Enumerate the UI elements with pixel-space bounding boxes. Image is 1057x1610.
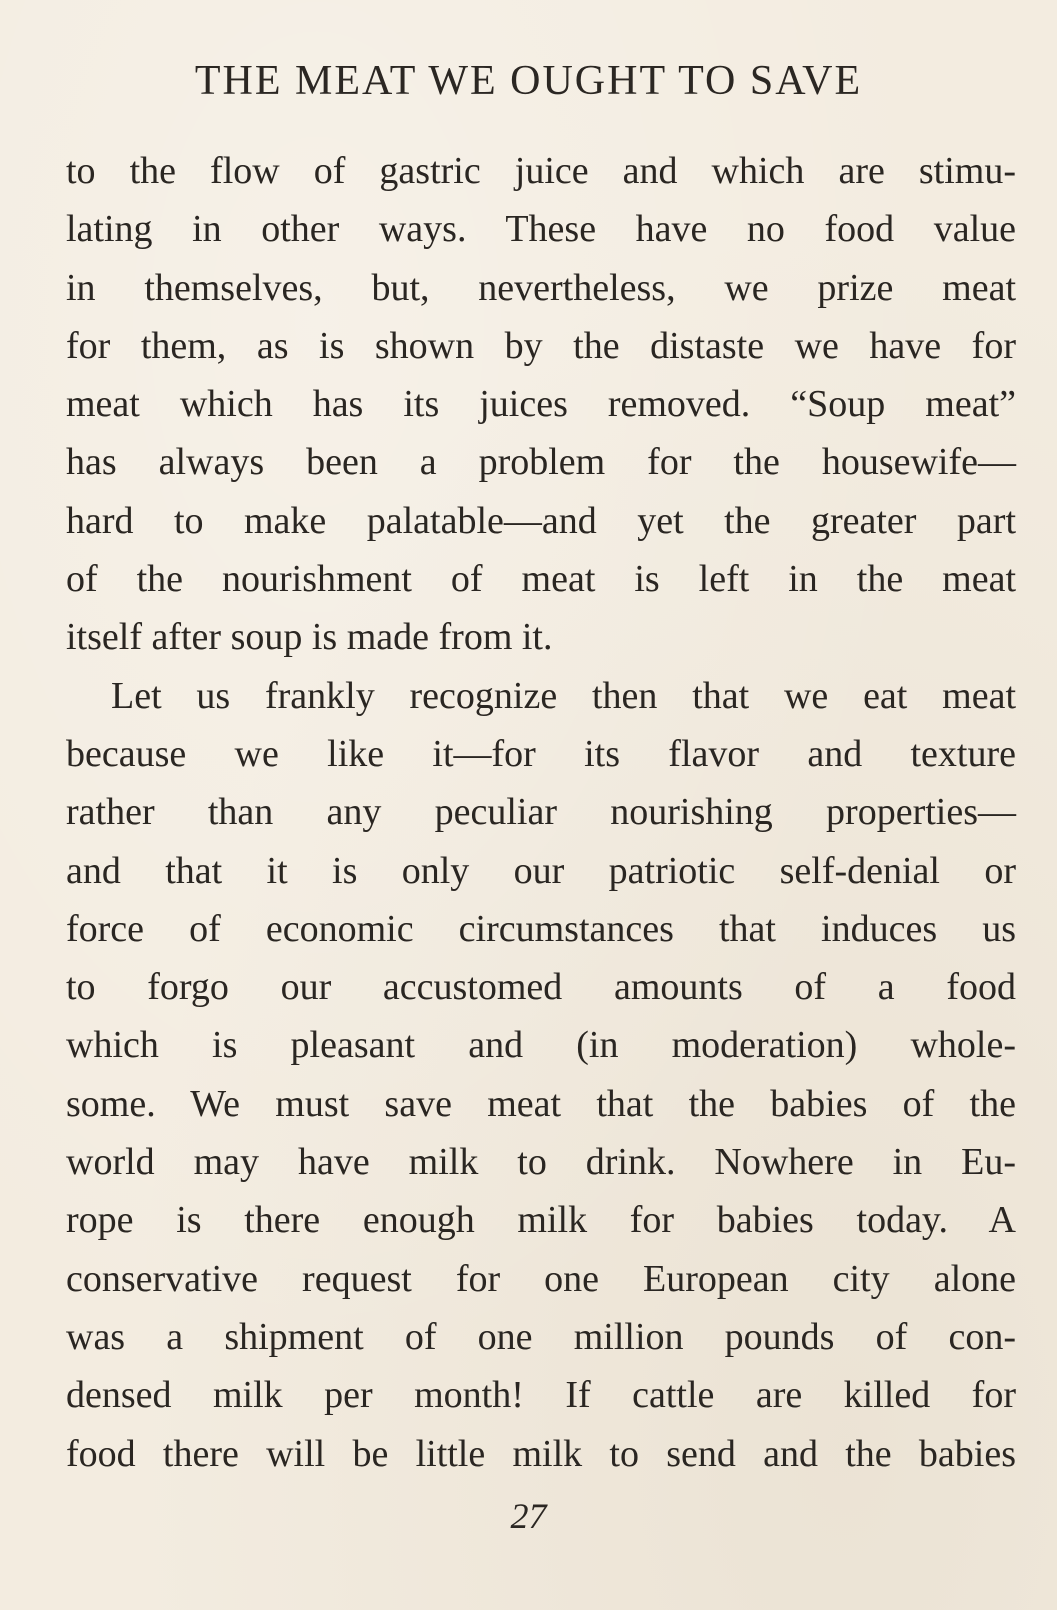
- text-line: has always been a problem for the housewife—: [66, 441, 1016, 484]
- text-line: itself after soup is made from it.: [66, 616, 553, 659]
- text-line: world may have milk to drink. Nowhere in Eu-: [66, 1141, 1016, 1184]
- paragraph-1: [66, 142, 1016, 667]
- text-line: food there will be little milk to send and the babies: [66, 1432, 1016, 1475]
- text-line: meat which has its juices removed. “Soup meat”: [66, 383, 1016, 426]
- text-line: to the flow of gastric juice and which are stimu-: [66, 150, 1016, 192]
- text-line: to forgo our accustomed amounts of a food: [66, 966, 1016, 1009]
- text-line: because we like it—for its flavor and texture: [66, 732, 1016, 775]
- text-line: was a shipment of one million pounds of con-: [66, 1315, 1016, 1358]
- text-line: which is pleasant and (in moderation) whole-: [66, 1024, 1016, 1067]
- running-head: THE MEAT WE OUGHT TO SAVE: [194, 58, 863, 104]
- text-line: lating in other ways. These have no food value: [66, 208, 1016, 251]
- text-line: hard to make palatable—and yet the greater part: [66, 499, 1016, 542]
- text-line: force of economic circumstances that induces us: [66, 907, 1016, 950]
- paragraph-2: [66, 667, 1016, 1483]
- text-line: rather than any peculiar nourishing properties—: [66, 791, 1016, 834]
- text-line: in themselves, but, nevertheless, we prize meat: [66, 266, 1016, 309]
- text-line: of the nourishment of meat is left in the meat: [66, 558, 1016, 601]
- text-line: rope is there enough milk for babies today. A: [66, 1199, 1016, 1242]
- body-text: [66, 142, 1016, 1483]
- text-line: conservative request for one European city alone: [66, 1257, 1016, 1300]
- text-line: some. We must save meat that the babies of the: [66, 1082, 1016, 1125]
- page-number: 27: [510, 1496, 547, 1536]
- text-line: densed milk per month! If cattle are killed for: [66, 1374, 1016, 1417]
- text-line: Let us frankly recognize then that we eat meat: [111, 674, 1016, 717]
- text-line: and that it is only our patriotic self-denial or: [66, 849, 1016, 892]
- text-line: for them, as is shown by the distaste we have for: [66, 324, 1016, 367]
